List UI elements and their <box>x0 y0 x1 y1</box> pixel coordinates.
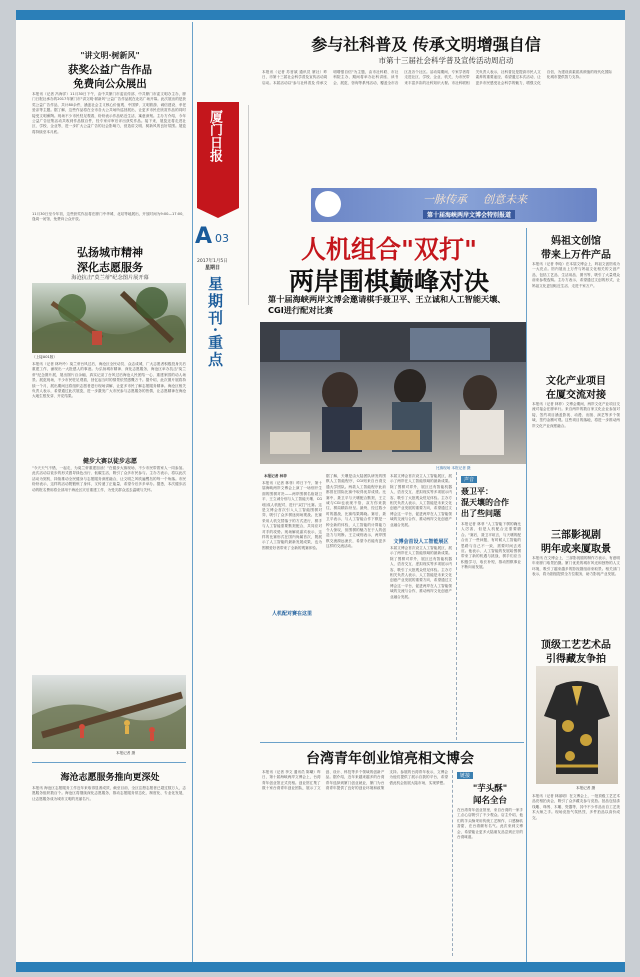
column-divider <box>526 228 527 962</box>
expo-logo <box>315 191 341 217</box>
main-byline: 本报记者 林菲 <box>264 474 287 478</box>
volunteers-photo-illustration <box>32 675 186 749</box>
banner-text1: 一脉传承 <box>423 193 467 206</box>
right-art4-photo <box>536 666 618 784</box>
voice-title-line2: 混天壤的合作 <box>461 498 509 507</box>
section-name: 星期刊·重点 <box>206 276 224 369</box>
main-title-line1: 人机组合"双打" <box>300 235 478 264</box>
left-art1-kicker: "讲文明·树新风" <box>80 51 140 60</box>
main-photo <box>260 322 526 464</box>
left-art2-body: 本报讯（记者 林玲玲）莫兰蒂台风过后，海沧区全民动员、众志成城，广大志愿者积极投身灾后重建工作，涌现出一大批感人的事迹。为弘扬城市精神、深化志愿服务，海沧区举办抗击"莫兰蒂"纪念图片展，展出图片百余幅，真实记录了台风过后海沧人民团结一心、重建家园的动人场景。展览现场，不少市民驻足观看，回忆起当时的情景依然感慨万千。据介绍，此次图片展将持续一个月，展出期间还将组织志愿者进行现场讲解，让更多市民了解志愿服务精神。海沧区相关负责人表示，希望通过此次展览，进一步激发广大市民参与志愿服务的热情，让志愿精神在海沧大地生根发芽、开花结果。 <box>32 362 186 399</box>
left-art2-body3: "今天天气不错，一起走，为莫兰蒂重建加油！"在健步大赛现场，不少市民带着家人一同参加。此次活动以徒步的形式倡导绿色出行、低碳生活，吸引了众多市民参与。主办方表示，将以此次活动为契机，持续推动全民健身与志愿服务深度融合，让文明之风吹遍鹭岛的每一个角落。市民纷纷表示，这样的活动既锻炼了身体，又传递了正能量，希望今后多多举办。据悉，本次健步活动的报名费用将全部用于海沧区灾后重建工作，为受灾群众送去温暖与关怀。 <box>32 466 186 492</box>
weekday: 星期日 <box>205 265 221 271</box>
right-art4-photo-caption: 本报记者 摄 <box>576 786 596 790</box>
main-section1-heading: 文博会首设人工智能展区 <box>393 539 449 545</box>
voice-label: 声音 <box>461 476 477 483</box>
page-letter: A <box>195 224 213 249</box>
left-art1-body: 本报讯（记者 冯海洋）11月30日下午，由中共厦门市委宣传部、中共厦门市委文明办主办，厦门日报社承办的2017年厦门市"讲文明·树新风"公益广告作品展在北站广场开幕。此次展出的是获奖公益广告作品，共计80余件，涵盖社会主义核心价值观、中国梦、文明旅游、诚信建设、孝老爱亲等主题。据了解，这些作品将在全市各大公共场所巡回展出，让更多市民在欣赏作品的同时接受文明熏陶。现场不少市民驻足观看，纷纷表示作品贴近生活、寓意深刻。主办方介绍，今年公益广告征集活动共收到作品数百件，经专家评审后评出获奖作品。接下来，展览还将走进社区、学校、企业等，进一步扩大公益广告的社会影响力，营造讲文明、树新风的良好氛围。展览将持续至本月底。 <box>32 92 186 134</box>
voice-title-line3: 出了些问题 <box>461 509 501 518</box>
link-title-line2: 闻名全台 <box>472 796 507 806</box>
left-bottom-photo <box>32 675 186 749</box>
left-art1-title-line2: 免费向公众展出 <box>73 78 147 90</box>
link-title-line1: "芋头酥" <box>472 784 508 794</box>
bottom-art-body: 本报讯（记者 李文 通讯员 陈曦）昨日，第十届海峡两岸文博会上，台湾青年创业馆正式亮相。创业馆汇集了数十家台湾青年创业团队，展示了文创、设计、科技等多个领域的创新产品。据介绍，近年来越来越多的台湾青年选择到厦门创业就业，厦门为台湾青年提供了良好的创业环境和政策支持。参展的台湾青年表示，文博会为他们提供了展示自我的平台，希望借此机会拓展大陆市场，实现梦想。 <box>262 770 448 791</box>
expo-banner <box>311 188 597 222</box>
voice-title-line1: 聂卫平： <box>461 487 493 496</box>
right-art2-body: 本报讯（记者 林菲）文博会期间，两岸文化产业项目交流对接会在厦举行。来自两岸的数百家文化企业参加对接，签约项目涵盖影视、动漫、出版、演艺等多个领域，签约金额可观。这些项目的落地，将进一步推动两岸文化产业深度融合。 <box>532 402 620 428</box>
go-match-photo-illustration <box>260 322 526 464</box>
page-number: 03 <box>215 232 229 245</box>
main-body-a: 本报讯（记者 林菲）昨日下午，第十届海峡两岸文博会上演了一场别开生面的围棋对决——两岸围棋名宿聂卫平、王立诚分别与人工智能天壤、CGI组成人机配对，进行"双打"比赛。这是文博会首次引入人工智能围棋对弈，吸引了众多棋迷到场观战。比赛采用人机交替落子的方式进行，棋手与人工智能需要默契配合，共同应对对手的攻势。现场解说嘉宾表示，这样的比赛形式在国内尚属首次，既展示了人工智能的最新发展成果，也为围棋爱好者带来了全新的观赛体验。 <box>262 481 322 550</box>
right-art4-title-line1: 顶级工艺艺术品 <box>541 640 611 651</box>
left-art3-title: 海沧志愿服务推向更深处 <box>60 773 160 783</box>
voice-body: 本报记者 林菲 "人工智能下棋的确比人厉害，但是人机配合还需要磨合。"赛后，聂卫平坦言，与天壤的配合出了一些问题，有时候人工智能的思路与自己不一致，需要时间去适应。他表示，人工智能的发展给围棋带来了新的机遇与挑战，棋手们应当积极学习，取长补短，推动围棋事业不断向前发展。 <box>461 522 521 570</box>
newspaper-page <box>16 10 625 972</box>
main-title-line2: 两岸围棋巅峰对决 <box>288 267 489 296</box>
bottom-color-bar <box>16 962 625 972</box>
paper-name: 厦门日报 <box>207 110 222 162</box>
right-art1-title-line1: 妈祖文创馆 <box>551 236 601 247</box>
right-art3-body: 本报讯 在文博会上，三部影视剧的制作方表示，有意明年来厦门取景拍摄。厦门优美的城市风光和独特的人文环境，吸引了越来越多的影视剧组前来取景。相关部门表示，将为剧组提供全方位服务，助力影视产业发展。 <box>532 556 620 577</box>
bottom-art-title: 台湾青年创业馆亮相文博会 <box>306 751 474 767</box>
left-art2-subtitle: 海沧抗击"莫兰蒂"纪念图片展开幕 <box>71 275 149 281</box>
main-photo-caption: 比赛现场 本报记者 摄 <box>436 466 471 470</box>
left-art1-body2: 11月30日至今年初，这些获奖作品将在厦门中华城、北站等地展出，开放时间为9:00—17:00，逢周一闭馆，免费向公众开放。 <box>32 212 186 222</box>
left-top-photo <box>32 283 186 353</box>
right-art2-title-line2: 在厦交流对接 <box>546 390 606 401</box>
link-label: 链接 <box>457 772 473 779</box>
banner-subtitle: 第十届海峡两岸文博会特别报道 <box>423 210 515 219</box>
top-art-body: 本报讯（记者 苏晋斌 通讯员 厦社）昨日，市第十三届社会科学普及宣传活动周启动。本届活动以"参与社科普及 传承文明增强自信"为主题，由市社科联、市社科院主办，期间将举办社科讲座、读书会、展览、咨询等系列活动，覆盖全市各区及各个社区。活动周期间，专家学者将走进社区、学校、企业、机关，为市民带来丰富多彩的社科知识大餐。市社科联相关负责人表示，社科普及是提高市民人文素养的重要途径，希望通过本次活动，让更多市民感受社会科学的魅力，增强文化自信，为建设高素质高颜值的现代化国际化城市提供智力支持。 <box>262 70 612 85</box>
top-art-title: 参与社科普及 传承文明增强自信 <box>311 35 541 54</box>
voice-sidebar <box>456 472 522 740</box>
right-art1-title-line2: 带来上万件产品 <box>541 250 611 261</box>
right-art4-body: 本报讯（记者 林丽明）在文博会上，一批顶级工艺艺术品亮相拍卖会，吸引了众多藏友参与竞拍。拍品包括漆线雕、珠绣、木雕、瓷器等，其中不少作品出自工艺美术大师之手。现场竞拍气氛热烈，多件拍品以高价成交。 <box>532 794 620 820</box>
top-color-bar <box>16 10 625 20</box>
left-art1-title-line1: 获奖公益广告作品 <box>68 64 152 76</box>
right-art1-body: 本报讯（记者 李晗）在本届文博会上，妈祖文创馆成为一大亮点。馆内展出上万件与妈祖文化相关的文创产品，包括工艺品、生活用品、图书等，吸引了大量观众前来参观选购。主办方表示，希望通过文创的形式，让妈祖文化更加贴近生活、走进千家万户。 <box>532 262 620 288</box>
masthead-flag <box>191 98 245 478</box>
embroidered-robe-photo-illustration <box>536 666 618 784</box>
right-art3-title-line1: 三部影视剧 <box>551 530 601 541</box>
top-art-subtitle: 市第十三届社会科学普及宣传活动周启动 <box>378 56 514 65</box>
right-art4-title-line2: 引得藏友争拍 <box>546 654 606 665</box>
section-divider <box>32 762 186 763</box>
left-art3-body: 本报讯 海沧区志愿服务工作近年来取得显著成效，截至目前，全区注册志愿者已超过数万人，志愿服务组织数百个。海沧区将继续深化志愿服务，推动志愿服务常态化、制度化、专业化发展，让志愿服务成为城市文明的亮丽名片。 <box>32 786 186 801</box>
left-bottom-photo-caption: 本报记者 摄 <box>116 751 136 755</box>
fallen-trees-photo-illustration <box>32 283 186 353</box>
date-year: 2017年 <box>197 259 213 264</box>
main-body-c-top: 本届文博会首次设立人工智能展区，展示了两岸在人工智能领域的最新成果。除了围棋对弈外，展区还有智能机器人、语音交互、虚拟现实等多项展示内容，吸引了大批观众驻足体验。主办方相关负责人表示，人工智能是未来文化创意产业发展的重要方向，希望通过文博会这一平台，促进两岸在人工智能领域的交流与合作，推动两岸文化创意产业融合发展。 <box>390 474 452 527</box>
right-art3-title-line2: 明年或来厦取景 <box>541 544 611 555</box>
left-art2-title-line1: 弘扬城市精神 <box>77 246 143 259</box>
link-body: 在台湾青年创业馆里，来自台湾的一家手工点心店吸引了不少观众。店主介绍，他们的芋头酥采用传统工艺制作，口感酥软香甜，在台湾颇有名气。此次来到文博会，希望能让更多大陆朋友品尝到正宗的台湾味道。 <box>457 808 523 840</box>
section-divider <box>260 742 524 743</box>
link-sidebar <box>452 770 524 956</box>
left-art2-subheading: 健步大赛以徒步志愿 <box>82 458 137 465</box>
right-art2-title-line1: 文化产业项目 <box>546 376 606 387</box>
main-section2-heading: 人机配对赛在这里 <box>271 611 312 617</box>
main-body-c: 本届文博会首次设立人工智能展区，展示了两岸在人工智能领域的最新成果。除了围棋对弈外，展区还有智能机器人、语音交互、虚拟现实等多项展示内容，吸引了大批观众驻足体验。主办方相关负责人表示，人工智能是未来文化创意产业发展的重要方向，希望通过文博会这一平台，促进两岸在人工智能领域的交流与合作，推动两岸文化创意产业融合发展。 <box>390 546 452 599</box>
date-month-day: 1月5日 <box>213 259 228 264</box>
main-body-b: 据了解，天壤是由大陆团队研发的围棋人工智能程序，CGI则来自台湾交通大学团队。两款人工智能程序此前都曾在国际比赛中取得优异成绩。比赛中，聂卫平与天壤配合默契，王立诚与CGI也表现不俗，双方你来我往，棋局精彩纷呈。最终，经过数小时的激战，比赛结果揭晓。赛后，聂卫平表示，与人工智能合作下棋是一种全新的体验，人工智能的计算能力令人惊叹，但围棋的魅力在于人的创造力与判断。王立诚则表示，两岸围棋交流源远流长，希望今后能有更多这样的交流活动。 <box>326 474 386 549</box>
left-photo-caption: （上接A01版） <box>32 355 57 359</box>
banner-text2: 创意未来 <box>483 193 527 206</box>
main-deck: 第十届海峡两岸文博会邀请棋手聂卫平、王立诚和人工智能天壤、CGI进行配对比赛 <box>268 294 506 315</box>
page-number-block <box>195 224 245 254</box>
left-art2-title-line2: 深化志愿服务 <box>77 261 143 274</box>
